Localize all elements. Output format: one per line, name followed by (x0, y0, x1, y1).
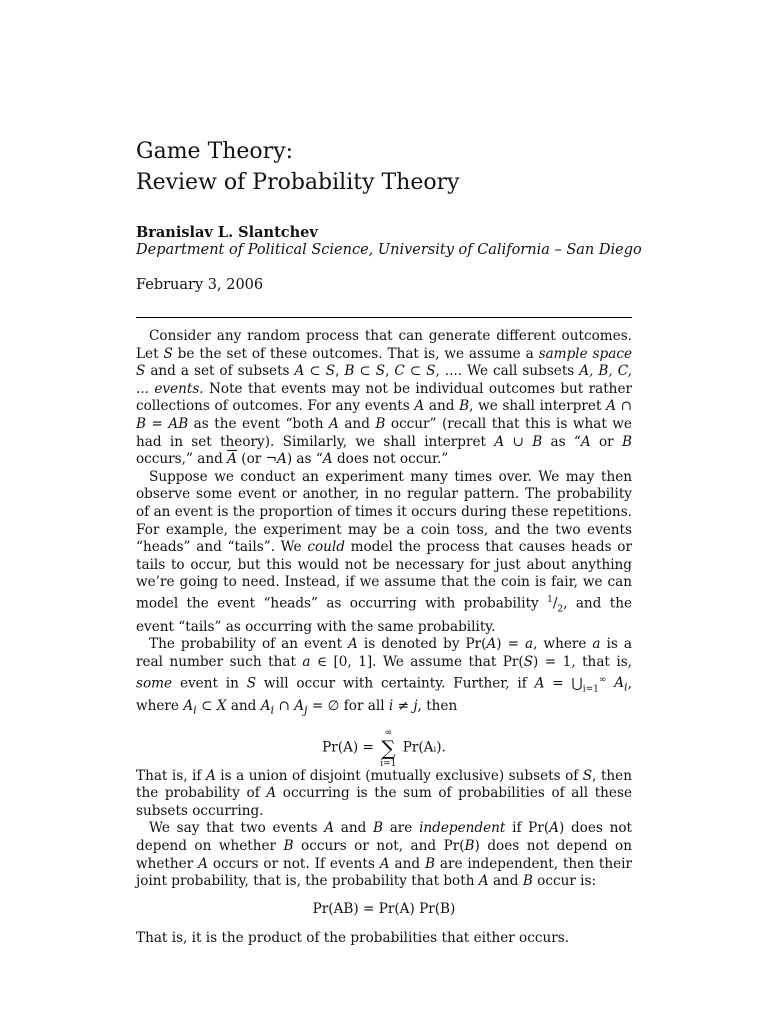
paragraph-1: Consider any random process that can generate different outcomes. Let S be the set of these outcomes. That is, we assume a sample space S and a set of subsets A ⊂ S, B ⊂ S, C ⊂ S, .... We call subsets A, B, C, ... events. Note that events may not be individual outcomes but rather collections of outcomes. For any events A and B, we shall interpret A ∩ B = AB as the event “both A and B occur” (recall that this is what we had in set theory). Similarly, we shall interpret A ∪ B as “A or B occurs,” and $\overline{A}$ (or ¬A) as “A does not occur.” (136, 328, 633, 468)
equation-sum (136, 726, 632, 769)
title-line-2: Review of Probability Theory (136, 170, 460, 195)
sum-upper-limit: ∞ (384, 727, 393, 738)
title-divider (136, 317, 632, 318)
paper-title (136, 136, 460, 198)
paragraph-6: That is, it is the product of the probabilities that either occurs. (136, 930, 570, 947)
paragraph-4: That is, if A is a union of disjoint (mutually exclusive) subsets of S, then the probability of A occurring is the sum of probabilities of all these subsets occurring. (136, 767, 632, 819)
paper-date: February 3, 2006 (136, 277, 264, 293)
summation-symbol: ∞ ∑ i=1 (380, 727, 397, 769)
paragraph-5: We say that two events A and B are independent if Pr(A) does not depend on whether B occurs or not, and Pr(B) does not depend on whether A occurs or not. If events A and B are independent, then their joint probability, that is, the probability that both A and B occur is: (136, 820, 632, 890)
author-affiliation: Department of Political Science, University of California – San Diego (136, 242, 642, 258)
paragraph-2: Suppose we conduct an experiment many times over. We may then observe some event or another, in no regular pattern. The probability of an event is the proportion of times it occurs during these repetitions. For example, the experiment may be a coin toss, and the two events “heads” and “tails”. We could model the process that causes heads or tails to occur, but this would not be necessary for just about anything we’re going to need. Instead, if we assume that the coin is fair, we can model the event “heads” as occurring with probability $^1/_2$, and the event “tails” as occurring with the same probability. (136, 468, 632, 635)
paragraph-3: The probability of an event A is denoted by Pr(A) = a, where a is a real number such that a ∈ [0, 1]. We assume that Pr(S) = 1, that is, some event in S will occur with certainty. Further, if $A = ⋃_{i=1}^\infty$ $A_i$, where $A_i$ ⊂ X and $A_i$ ∩ $A_j$ = ∅ for all i ≠ j, then (136, 636, 632, 718)
equation-independence: Pr(AB) = Pr(A) Pr(B) (312, 900, 456, 917)
paper-body (136, 328, 632, 948)
sum-lower-limit: i=1 (380, 758, 397, 769)
eq1-lhs: Pr(A) = (322, 739, 379, 756)
author-name: Branislav L. Slantchev (136, 224, 318, 241)
eq1-rhs: Pr(Aᵢ). (402, 739, 446, 756)
title-line-1: Game Theory: (136, 139, 294, 164)
